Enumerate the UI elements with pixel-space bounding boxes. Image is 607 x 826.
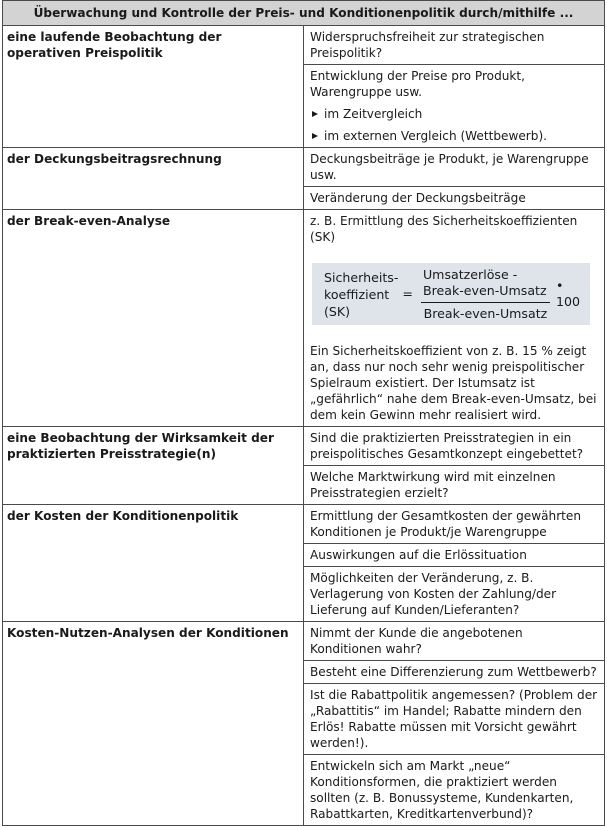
table-row bbox=[3, 622, 605, 661]
table-cell: Welche Marktwirkung wird mit einzelnen Preisstrategien erzielt? bbox=[304, 466, 605, 505]
triangle-bullet-icon bbox=[312, 133, 318, 139]
table-cell: Veränderung der Deckungsbeiträge bbox=[304, 187, 605, 210]
formula-denominator: Break-even-Umsatz bbox=[423, 305, 548, 321]
bullet-text: im Zeitvergleich bbox=[324, 107, 423, 121]
table-row bbox=[3, 505, 605, 544]
bullet-item bbox=[310, 128, 598, 144]
row-label: eine laufende Beobachtung der operativen Preispolitik bbox=[3, 26, 304, 148]
formula-left bbox=[324, 269, 398, 320]
table-header: Überwachung und Kontrolle der Preis- und Konditionenpolitik durch/mithilfe ... bbox=[3, 1, 605, 26]
table-row bbox=[3, 427, 605, 466]
table-cell: Besteht eine Differenzierung zum Wettbewerb? bbox=[304, 661, 605, 684]
table-row bbox=[3, 148, 605, 187]
bullet-text: im externen Vergleich (Wettbewerb). bbox=[324, 129, 548, 143]
table-cell: Sind die praktizierten Preisstrategien in ein preispolitisches Gesamtkonzept eingebettet? bbox=[304, 427, 605, 466]
table-cell bbox=[304, 65, 605, 148]
formula-fraction bbox=[421, 267, 550, 322]
row-label: Kosten-Nutzen-Analysen der Konditionen bbox=[3, 622, 304, 826]
table-row bbox=[3, 210, 605, 427]
table-cell: Auswirkungen auf die Erlössituation bbox=[304, 544, 605, 567]
table-header-row bbox=[3, 1, 605, 26]
bullet-item bbox=[310, 106, 598, 122]
table-row bbox=[3, 26, 605, 65]
table-cell: Nimmt der Kunde die angebotenen Konditionen wahr? bbox=[304, 622, 605, 661]
table-cell: Deckungsbeiträge je Produkt, je Warengruppe usw. bbox=[304, 148, 605, 187]
formula-factor: • 100 bbox=[555, 278, 580, 309]
formula-equals: = bbox=[402, 286, 413, 301]
table-cell: Möglichkeiten der Veränderung, z. B. Verlagerung von Kosten der Zahlung/der Lieferung auf Kunden/Lieferanten? bbox=[304, 567, 605, 622]
table-cell: Ermittlung der Gesamtkosten der gewährten Konditionen je Produkt/je Warengruppe bbox=[304, 505, 605, 544]
formula-box bbox=[312, 263, 590, 325]
table-cell bbox=[304, 210, 605, 427]
table-cell: Widerspruchsfreiheit zur strategischen Preispolitik? bbox=[304, 26, 605, 65]
cell-text: z. B. Ermittlung des Sicherheitskoeffizienten (SK) bbox=[310, 214, 578, 244]
formula-numerator: Umsatzerlöse - Break-even-Umsatz bbox=[421, 267, 550, 303]
formula-left-line: koeffizient (SK) bbox=[324, 286, 390, 319]
table-cell: Ist die Rabattpolitik angemessen? (Problem der „Rabattitis“ im Handel; Rabatte mindern den Erlös! Rabatte müssen mit Vorsicht gewährt werden!). bbox=[304, 684, 605, 755]
row-label: der Kosten der Konditionenpolitik bbox=[3, 505, 304, 622]
formula-left-line: Sicherheits- bbox=[324, 269, 399, 285]
table-cell: Entwickeln sich am Markt „neue“ Konditionsformen, die praktiziert werden sollten (z. B. Bonussysteme, Kundenkarten, Rabattkarten, Kreditkartenverbund)? bbox=[304, 755, 605, 826]
cell-text: Entwicklung der Preise pro Produkt, Warengruppe usw. bbox=[310, 69, 526, 99]
row-label: der Break-even-Analyse bbox=[3, 210, 304, 427]
row-label: eine Beobachtung der Wirksamkeit der praktizierten Preisstrategie(n) bbox=[3, 427, 304, 505]
row-label: der Deckungsbeitragsrechnung bbox=[3, 148, 304, 210]
cell-text: Ein Sicherheitskoeffizient von z. B. 15 % zeigt an, dass nur noch sehr wenig preispolitischer Spielraum existiert. Der Istumsatz ist „gefährlich“ nahe dem Break-even-Umsatz, bei dem kein Gewinn mehr realisiert wird. bbox=[310, 344, 597, 422]
triangle-bullet-icon bbox=[312, 111, 318, 117]
control-table bbox=[2, 0, 605, 826]
